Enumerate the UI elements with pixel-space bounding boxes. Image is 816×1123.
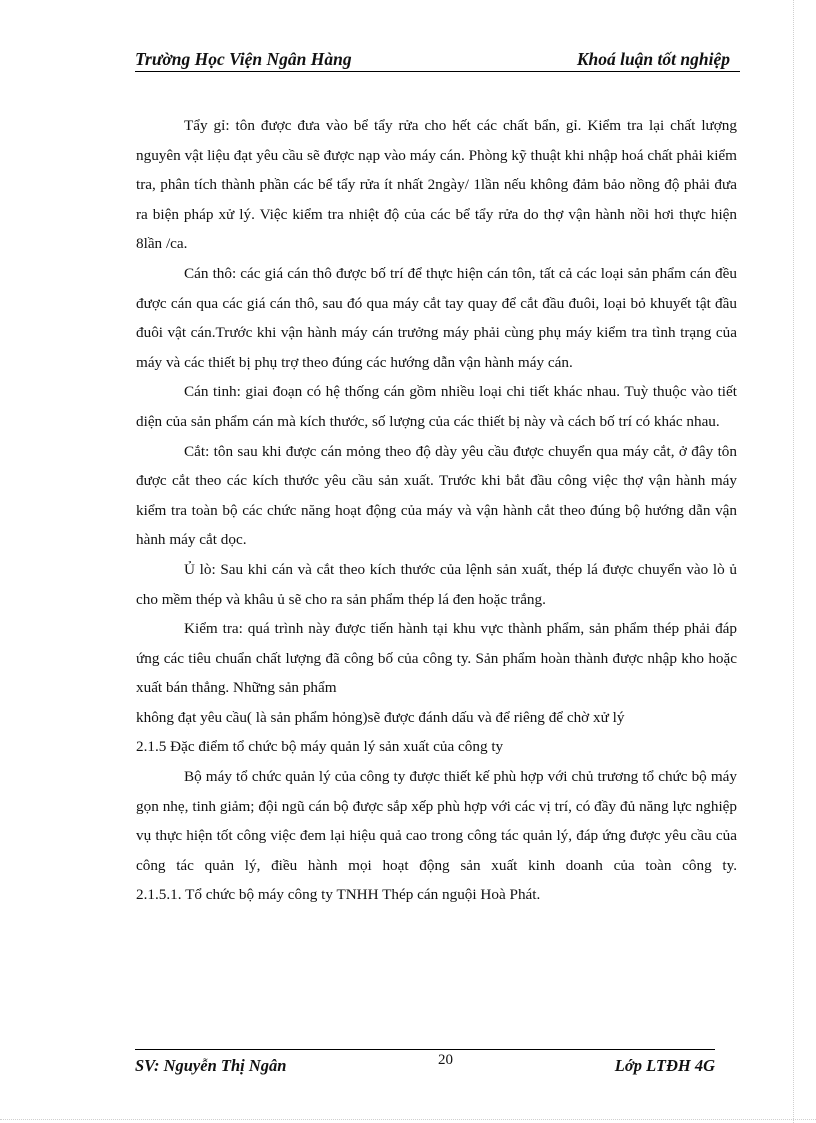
paragraph-cat: Cắt: tôn sau khi được cán mỏng theo độ dày yêu cầu được chuyển qua máy cắt, ở đây tôn được cắt theo các kích thước yêu cầu sản xuất. Trước khi bắt đầu công việc thợ vận hành máy kiểm tra toàn bộ các chức năng hoạt động của máy và vận hành cắt theo đúng bộ hướng dẫn vận hành máy cắt dọc. [136,442,737,549]
page-footer [135,1049,715,1076]
page-edge-bottom [0,1119,816,1120]
paragraph-tay-gi: Tẩy gỉ: tôn được đưa vào bể tẩy rửa cho hết các chất bẩn, gỉ. Kiểm tra lại chất lượng nguyên vật liệu đạt yêu cầu sẽ được nạp vào máy cán. Phòng kỹ thuật khi nhập hoá chất phải kiểm tra, phân tích thành phần các bể tẩy rửa ít nhất 2ngày/ 1lần nếu không đảm bảo nồng độ phải đưa ra biện pháp xử lý. Việc kiểm tra nhiệt độ của các bể tẩy rửa do thợ vận hành nồi hơi thực hiện 8lần /ca. [136,117,737,253]
paragraph-kiem-tra: Kiểm tra: quá trình này được tiến hành tại khu vực thành phẩm, sản phẩm thép phải đáp ứng các tiêu chuẩn chất lượng đã công bố của công ty. Sản phẩm hoàn thành được nhập kho hoặc xuất bán thẳng. Những sản phẩm [136,620,737,697]
footer-class: Lớp LTĐH 4G [614,1056,715,1075]
subsection-heading-2-1-5-1: 2.1.5.1. Tổ chức bộ máy công ty TNHH Thép cán nguội Hoà Phát. [136,886,541,904]
section-heading-2-1-5: 2.1.5 Đặc điểm tổ chức bộ máy quản lý sản xuất của công ty [136,738,504,756]
page-edge-right [793,0,794,1123]
paragraph-kiem-tra-continued: không đạt yêu cầu( là sản phẩm hỏng)sẽ được đánh dấu và để riêng để chờ xử lý [136,708,625,726]
page-header [135,47,740,72]
footer-student-name: SV: Nguyễn Thị Ngân [135,1056,287,1075]
paragraph-can-tinh: Cán tinh: giai đoạn có hệ thống cán gồm nhiều loại chi tiết khác nhau. Tuỳ thuộc vào tiết diện của sản phẩm cán mà kích thước, số lượng của các thiết bị này và cách bố trí có khác nhau. [136,383,737,430]
paragraph-bo-may: Bộ máy tổ chức quản lý của công ty được thiết kế phù hợp với chủ trương tổ chức bộ máy gọn nhẹ, tinh giảm; đội ngũ cán bộ được sắp xếp phù hợp với các vị trí, có đầy đủ năng lực nghiệp vụ thực hiện tốt công việc đem lại hiệu quả cao trong công tác quản lý, đáp ứng được yêu cầu của công tác quản lý, điều hành mọi hoạt động sản xuất kinh doanh của toàn công ty. [136,768,737,874]
page-body [136,111,737,910]
paragraph-u-lo: Ủ lò: Sau khi cán và cắt theo kích thước của lệnh sản xuất, thép lá được chuyển vào lò ủ cho mềm thép và khâu ủ sẽ cho ra sản phẩm thép lá đen hoặc trắng. [136,560,737,608]
header-thesis-type: Khoá luận tốt nghiệp [576,49,730,69]
header-school: Trường Học Viện Ngân Hàng [135,49,352,69]
page-number: 20 [438,1052,453,1068]
paragraph-can-tho: Cán thô: các giá cán thô được bố trí để thực hiện cán tôn, tất cả các loại sản phẩm cán đều được cán qua các giá cán thô, sau đó qua máy cắt tay quay để cắt đầu đuôi, loại bỏ khuyết tật đầu đuôi vật cán.Trước khi vận hành máy cán trưởng máy phải cùng phụ máy kiểm tra tình trạng của máy và các thiết bị phụ trợ theo đúng các hướng dẫn vận hành máy cán. [136,264,737,371]
